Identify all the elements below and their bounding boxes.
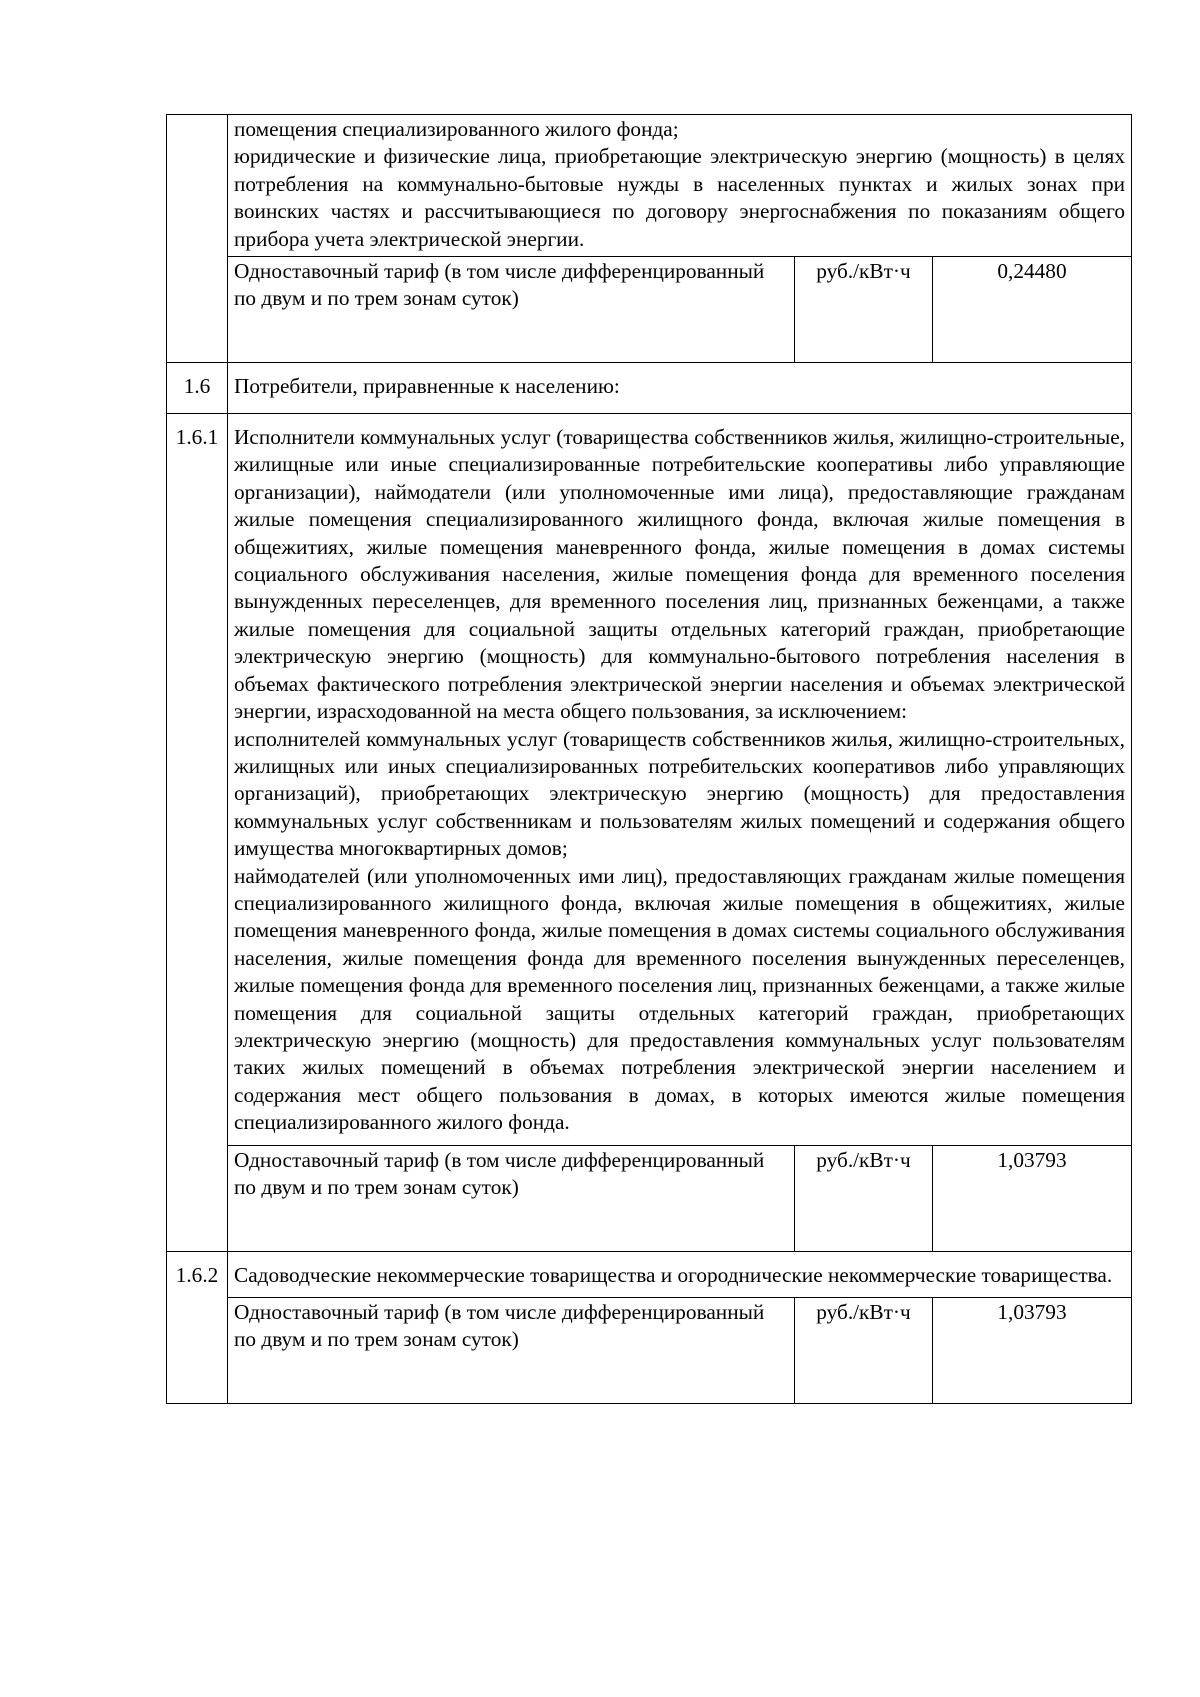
tariff-unit: руб./кВт·ч [795,1145,933,1251]
row-description [228,414,1132,1146]
row-description [228,1251,1132,1297]
row-number: 1.6.1 [167,414,228,1252]
row-number [167,115,228,363]
row-number: 1.6.2 [167,1251,228,1403]
tariff-row [167,1145,1132,1251]
description-paragraph: исполнителей коммунальных услуг (товариществ собственников жилья, жилищно-строительных, жилищных или иных специализированных потребительских кооперативов либо управляющих организаций), приобретающих электрическую энергию (мощность) для предоставления коммунальных услуг собственникам и пользователям жилых помещений и содержания общего имущества многоквартирных домов; [234,726,1125,861]
row-number: 1.6 [167,363,228,414]
tariff-row [167,257,1132,363]
tariff-value: 1,03793 [933,1298,1132,1404]
tariff-label: Одноставочный тариф (в том числе дифференцированный по двум и по трем зонам суток) [228,1145,795,1251]
table-row [167,115,1132,257]
tariff-row [167,1298,1132,1404]
description-paragraph: Исполнители коммунальных услуг (товарищества собственников жилья, жилищно-строительные, жилищные или иные специализированные потребительские кооперативы либо управляющие организации), наймодатели (или уполномоченные ими лица), предоставляющие гражданам жилые помещения специализированного жилищного фонда, включая жилые помещения в общежитиях, жилые помещения маневренного фонда, жилые помещения в домах системы социального обслуживания населения, жилые помещения фонда для временного поселения вынужденных переселенцев, для временного поселения лиц, признанных беженцами, а также жилые помещения для социальной защиты отдельных категорий граждан, приобретающие электрическую энергию (мощность) для коммунально-бытового потребления населения в объемах фактического потребления электрической энергии населения и объемах электрической энергии, израсходованной на места общего пользования, за исключением: [234,425,1125,724]
table-row [167,414,1132,1146]
table-row [167,363,1132,414]
tariff-label: Одноставочный тариф (в том числе дифференцированный по двум и по трем зонам суток) [228,1298,795,1404]
tariff-unit: руб./кВт·ч [795,1298,933,1404]
row-description [228,115,1132,257]
description-paragraph: Садоводческие некоммерческие товарищества и огороднические некоммерческие товарищества. [234,1262,1113,1287]
description-paragraph: Потребители, приравненные к населению: [234,374,620,399]
table-row [167,1251,1132,1297]
description-paragraph: наймодателей (или уполномоченных ими лиц), предоставляющих гражданам жилые помещения специализированного жилищного фонда, включая жилые помещения в общежитиях, жилые помещения маневренного фонда, жилые помещения в домах системы социального обслуживания населения, жилые помещения фонда для временного поселения вынужденных переселенцев, жилые помещения фонда для временного поселения лиц, признанных беженцами, а также жилые помещения для социальной защиты отдельных категорий граждан, приобретающих электрическую энергию (мощность) для предоставления коммунальных услуг пользователям таких жилых помещений в объемах потребления электрической энергии населением и содержания мест общего пользования в домах, в которых имеются жилые помещения специализированного жилого фонда. [234,863,1125,1135]
description-paragraph: юридические и физические лица, приобретающие электрическую энергию (мощность) в целях потребления на коммунально-бытовые нужды в населенных пунктах и жилых зонах при воинских частях и рассчитывающиеся по договору энергоснабжения по показаниям общего прибора учета электрической энергии. [234,144,1125,251]
row-description [228,363,1132,414]
tariff-value: 1,03793 [933,1145,1132,1251]
description-paragraph: помещения специализированного жилого фонда; [234,117,679,141]
tariff-unit: руб./кВт·ч [795,257,933,363]
tariff-label: Одноставочный тариф (в том числе дифференцированный по двум и по трем зонам суток) [228,257,795,363]
tariff-value: 0,24480 [933,257,1132,363]
tariff-table [166,114,1132,1404]
